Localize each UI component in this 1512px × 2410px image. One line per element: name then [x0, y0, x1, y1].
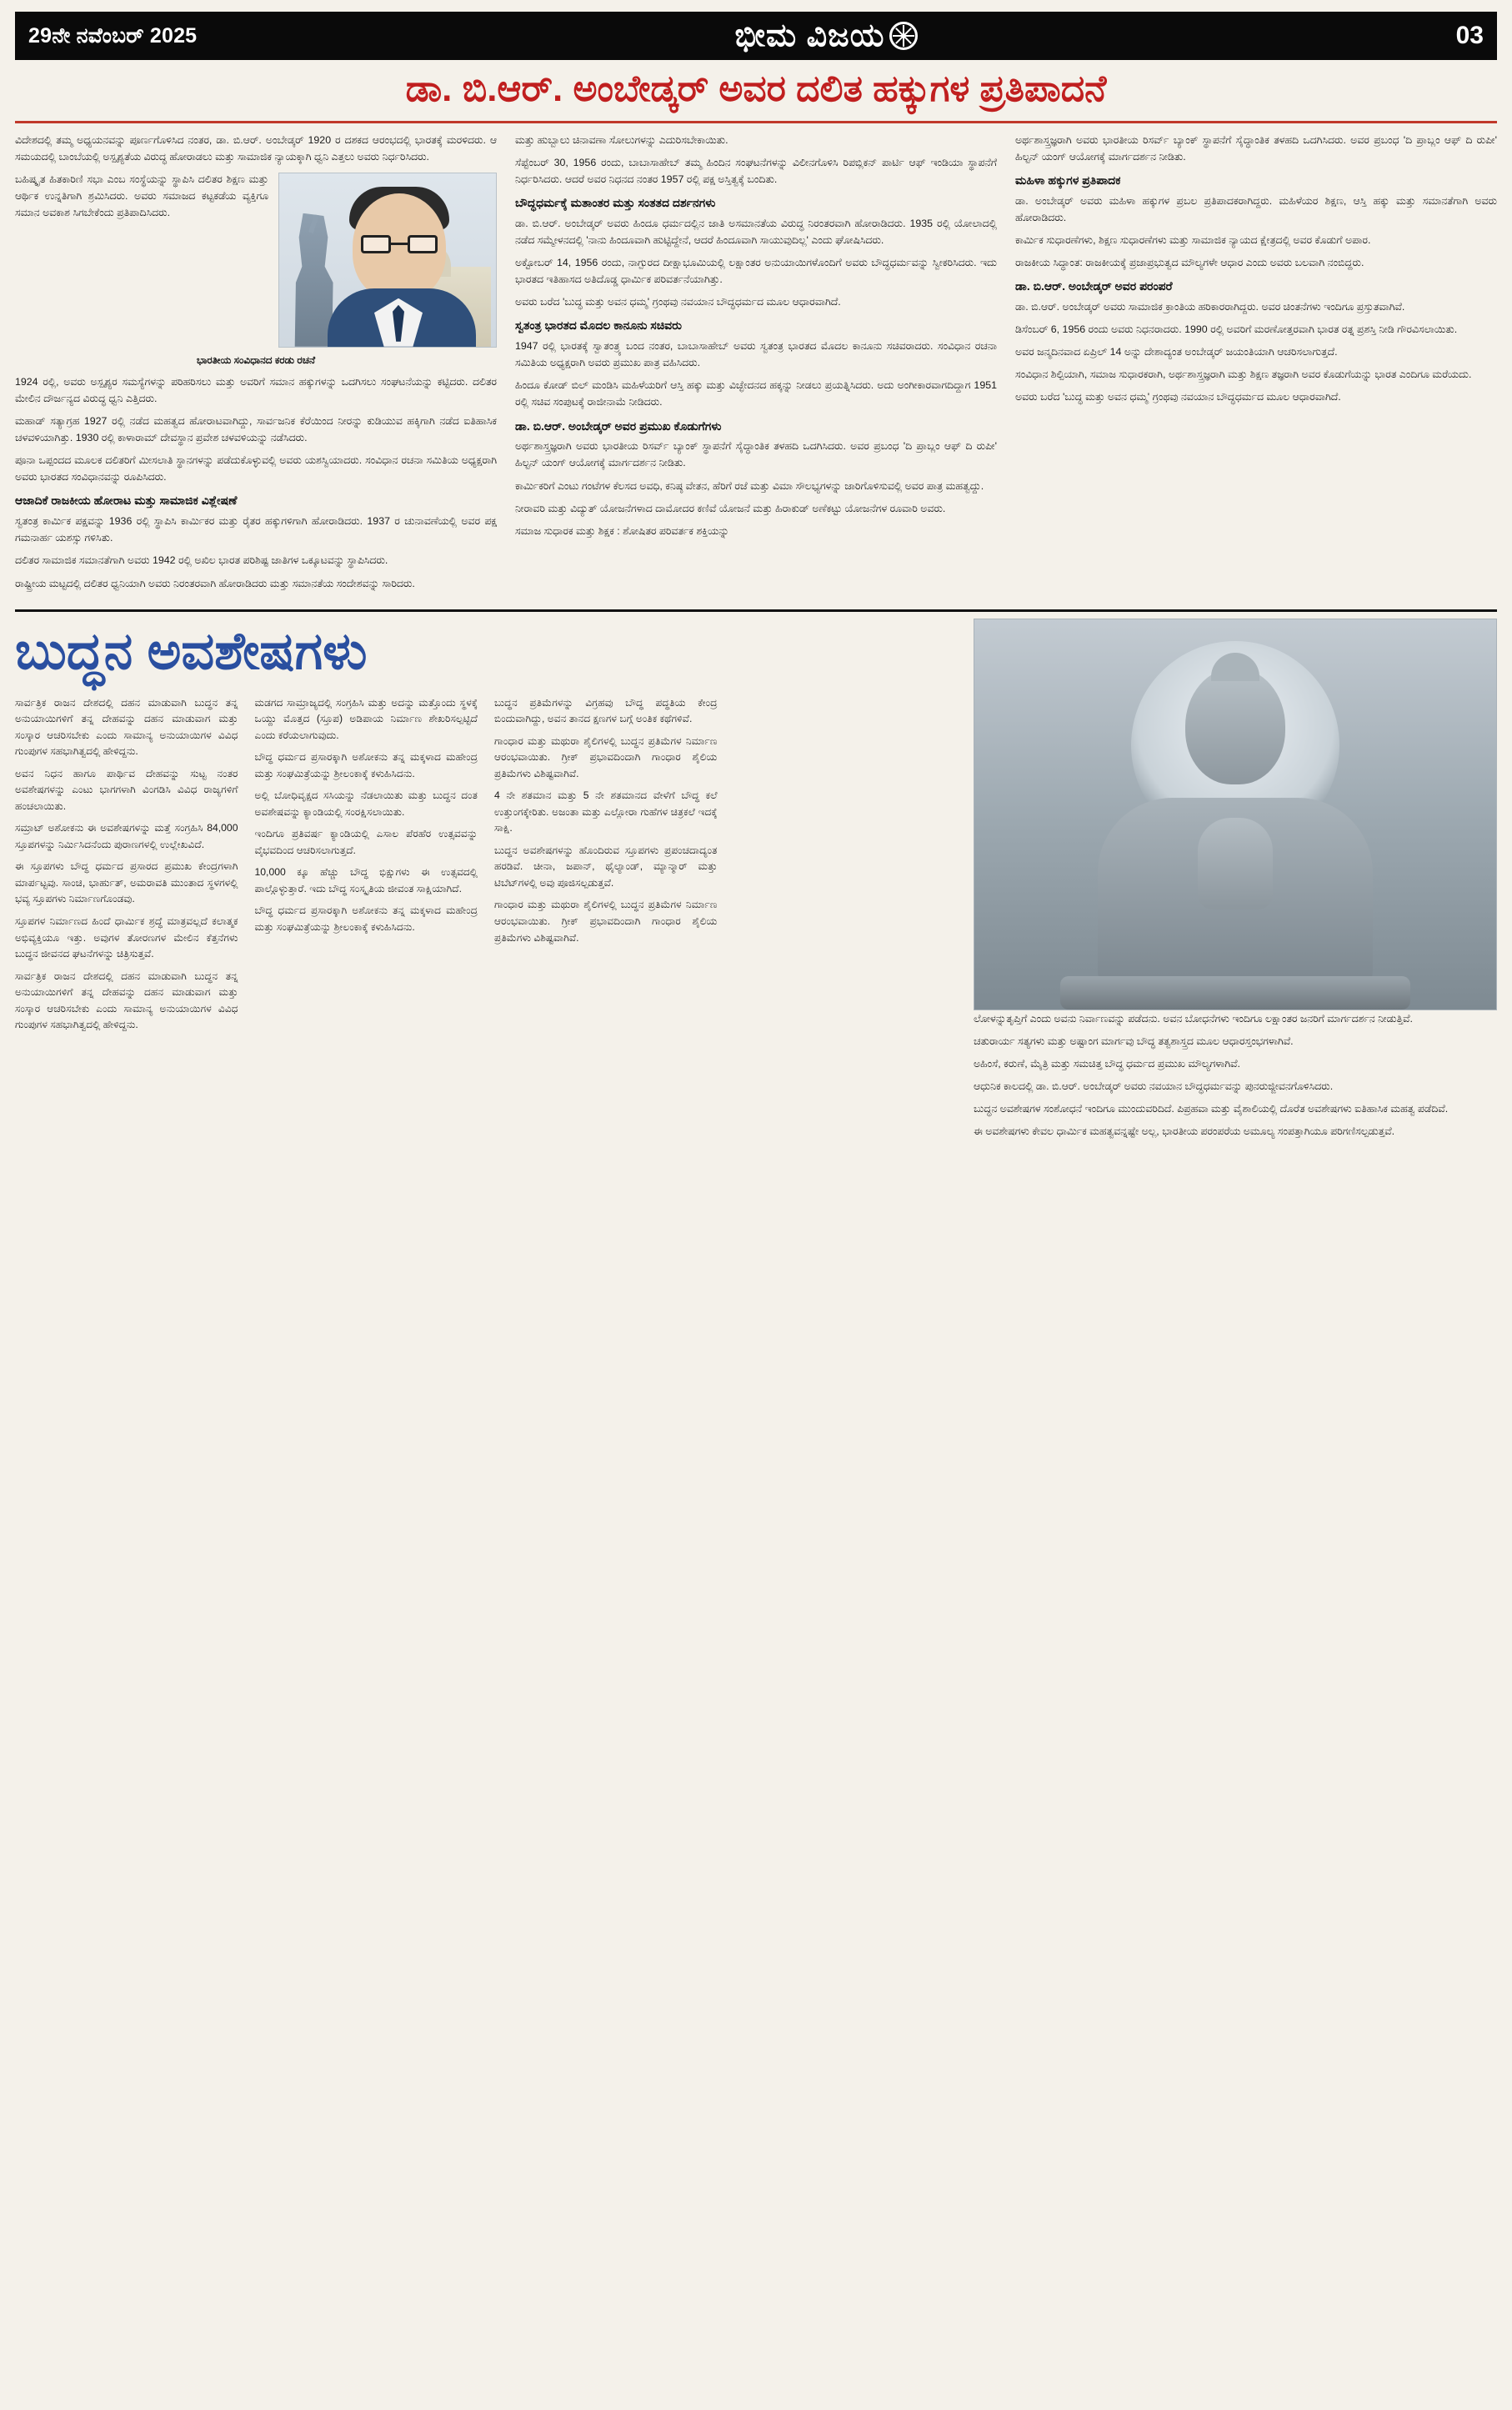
paragraph: ಸಂವಿಧಾನ ಶಿಲ್ಪಿಯಾಗಿ, ಸಮಾಜ ಸುಧಾರಕರಾಗಿ, ಅರ್ಥಶಾಸ್ತ್ರಜ್ಞರಾಗಿ ಮತ್ತು ಶಿಕ್ಷಣ ತಜ್ಞರಾಗಿ ಅವರ ಕೊಡುಗೆಯನ್ನು ಭಾರತ ಎಂದಿಗೂ ಮರೆಯದು. — [1015, 368, 1472, 381]
paragraph: ಬುದ್ಧನ ಪ್ರತಿಮೆಗಳನ್ನು ವಿಗ್ರಹವು ಬೌದ್ಧ ಪದ್ಧತಿಯ ಕೇಂದ್ರ ಬಿಂದುವಾಗಿದ್ದು, ಅವನ ತಾನದ ಕ್ಷಣಗಳ ಬಗ್ಗೆ ಅಂತಿಕ ಕಥೆಗಳಿವೆ. — [494, 696, 718, 725]
article1 — [15, 123, 1497, 598]
paragraph: ಅವನ ನಿಧನ ಹಾಗೂ ಪಾರ್ಥಿವ ದೇಹವನ್ನು ಸುಟ್ಟ ನಂತರ ಅವಶೇಷಗಳನ್ನು ಎಂಟು ಭಾಗಗಳಾಗಿ ವಿಂಗಡಿಸಿ ವಿವಿಧ ರಾಜ್ಯಗಳಿಗೆ ಹಂಚಲಾಯಿತು. — [15, 767, 238, 812]
article2-columns-top — [15, 689, 957, 1040]
article1-subhead-5: ಮಹಿಳಾ ಹಕ್ಕುಗಳ ಪ್ರತಿಪಾದಕ — [1015, 173, 1121, 187]
article2-column-3 — [494, 695, 718, 1040]
paragraph: ವಿದೇಶದಲ್ಲಿ ತಮ್ಮ ಅಧ್ಯಯನವನ್ನು ಪೂರ್ಣಗೊಳಿಸಿದ ನಂತರ, ಡಾ. ಬಿ.ಆರ್. ಅಂಬೇಡ್ಕರ್ 1920 ರ ದಶಕದ ಆರಂಭದಲ್ಲಿ ಭಾರತಕ್ಕೆ ಮರಳಿದರು. ಆ ಸಮಯದಲ್ಲಿ ಬಾಂಬೆಯಲ್ಲಿ ಅಸ್ಪೃಶ್ಯತೆಯ ವಿರುದ್ಧ ಹೋರಾಡಲು ಮತ್ತು ಸಾಮಾಜಿಕ ನ್ಯಾಯಕ್ಕಾಗಿ ಧ್ವನಿ ಎತ್ತಲು ಅವರು ನಿರ್ಧರಿಸಿದರು. — [15, 133, 497, 163]
glasses-icon — [361, 235, 438, 253]
article1-subhead-1: ಆಜಾದಿಕೆ ರಾಜಕೀಯ ಹೋರಾಟ ಮತ್ತು ಸಾಮಾಜಿಕ ವಿಶ್ಲೇಷಣೆ — [15, 494, 238, 508]
article1-subhead-2: ಬೌದ್ಧಧರ್ಮಕ್ಕೆ ಮತಾಂತರ ಮತ್ತು ಸಂತತದ ದರ್ಶನಗಳು — [515, 195, 716, 209]
article2-headline: ಬುದ್ಧನ ಅವಶೇಷಗಳು — [15, 622, 368, 680]
paragraph: ಪೂನಾ ಒಪ್ಪಂದದ ಮೂಲಕ ದಲಿತರಿಗೆ ಮೀಸಲಾತಿ ಸ್ಥಾನಗಳನ್ನು ಪಡೆದುಕೊಳ್ಳುವಲ್ಲಿ ಅವರು ಯಶಸ್ವಿಯಾದರು. ಸಂವಿಧಾನ ರಚನಾ ಸಮಿತಿಯ ಅಧ್ಯಕ್ಷರಾಗಿ ಅವರು ಭಾರತದ ಸಂವಿಧಾನವನ್ನು ರೂಪಿಸಿದರು. — [15, 454, 497, 484]
image-caption: ಭಾರತೀಯ ಸಂವಿಧಾನದ ಕರಡು ರಚನೆ — [196, 353, 316, 366]
paragraph: ಅವರು ಬರೆದ 'ಬುದ್ಧ ಮತ್ತು ಅವನ ಧಮ್ಮ' ಗ್ರಂಥವು ನವಯಾನ ಬೌದ್ಧಧರ್ಮದ ಮೂಲ ಆಧಾರವಾಗಿದೆ. — [515, 296, 841, 308]
article2 — [15, 612, 1497, 1146]
paragraph: ಆಧುನಿಕ ಕಾಲದಲ್ಲಿ ಡಾ. ಬಿ.ಆರ್. ಅಂಬೇಡ್ಕರ್ ಅವರು ನವಯಾನ ಬೌದ್ಧಧರ್ಮವನ್ನು ಪುನರುಜ್ಜೀವನಗೊಳಿಸಿದರು. — [974, 1080, 1334, 1092]
article2-column-4-top-spacer — [734, 695, 958, 1040]
paragraph: ಅರ್ಥಶಾಸ್ತ್ರಜ್ಞರಾಗಿ ಅವರು ಭಾರತೀಯ ರಿಸರ್ವ್ ಬ್ಯಾಂಕ್ ಸ್ಥಾಪನೆಗೆ ಸೈದ್ಧಾಂತಿಕ ತಳಹದಿ ಒದಗಿಸಿದರು. ಅವರ ಪ್ರಬಂಧ 'ದಿ ಪ್ರಾಬ್ಲಂ ಆಫ್ ದಿ ರುಪೀ' ಹಿಲ್ಟನ್ ಯಂಗ್ ಆಯೋಗಕ್ಕೆ ಮಾರ್ಗದರ್ಶನ ನೀಡಿತು. — [515, 440, 997, 469]
article1-column-3 — [1015, 132, 1497, 598]
paragraph: ಅಹಿಂಸೆ, ಕರುಣೆ, ಮೈತ್ರಿ ಮತ್ತು ಸಮಚಿತ್ತ ಬೌದ್ಧ ಧರ್ಮದ ಪ್ರಮುಖ ಮೌಲ್ಯಗಳಾಗಿವೆ. — [974, 1057, 1240, 1070]
paragraph: 1947 ರಲ್ಲಿ ಭಾರತಕ್ಕೆ ಸ್ವಾತಂತ್ರ್ಯ ಬಂದ ನಂತರ, ಬಾಬಾಸಾಹೇಬ್ ಅವರು ಸ್ವತಂತ್ರ ಭಾರತದ ಮೊದಲ ಕಾನೂನು ಸಚಿವರಾದರು. ಸಂವಿಧಾನ ರಚನಾ ಸಮಿತಿಯ ಅಧ್ಯಕ್ಷರಾಗಿ ಅವರು ಪ್ರಮುಖ ಪಾತ್ರ ವಹಿಸಿದರು. — [515, 340, 997, 369]
paragraph: ಅವರು ಬರೆದ 'ಬುದ್ಧ ಮತ್ತು ಅವನ ಧಮ್ಮ' ಗ್ರಂಥವು ನವಯಾನ ಬೌದ್ಧಧರ್ಮದ ಮೂಲ ಆಧಾರವಾಗಿದೆ. — [1015, 391, 1341, 403]
article2-image-column — [974, 619, 1497, 1146]
paragraph: ಹಿಂದೂ ಕೋಡ್ ಬಿಲ್ ಮಂಡಿಸಿ ಮಹಿಳೆಯರಿಗೆ ಆಸ್ತಿ ಹಕ್ಕು ಮತ್ತು ವಿಚ್ಛೇದನದ ಹಕ್ಕನ್ನು ನೀಡಲು ಪ್ರಯತ್ನಿಸಿದರು. ಅದು ಅಂಗೀಕಾರವಾಗದಿದ್ದಾಗ 1951 ರಲ್ಲಿ ಸಚಿವ ಸಂಪುಟಕ್ಕೆ ರಾಜೀನಾಮೆ ನೀಡಿದರು. — [515, 379, 997, 408]
buddha-head-shape — [1185, 668, 1285, 784]
article1-subhead-3: ಸ್ವತಂತ್ರ ಭಾರತದ ಮೊದಲ ಕಾನೂನು ಸಚಿವರು — [515, 318, 682, 333]
article2-top — [15, 619, 1497, 1146]
article2-headline-block — [15, 619, 957, 1040]
paragraph: ಅರ್ಥಶಾಸ್ತ್ರಜ್ಞರಾಗಿ ಅವರು ಭಾರತೀಯ ರಿಸರ್ವ್ ಬ್ಯಾಂಕ್ ಸ್ಥಾಪನೆಗೆ ಸೈದ್ಧಾಂತಿಕ ತಳಹದಿ ಒದಗಿಸಿದರು. ಅವರ ಪ್ರಬಂಧ 'ದಿ ಪ್ರಾಬ್ಲಂ ಆಫ್ ದಿ ರುಪೀ' ಹಿಲ್ಟನ್ ಯಂಗ್ ಆಯೋಗಕ್ಕೆ ಮಾರ್ಗದರ್ಶನ ನೀಡಿತು. — [1015, 133, 1497, 163]
paragraph: ಮತ್ತು ಹುಬ್ಬಾಲು ಚಿನಾವಣಾ ಸೋಲುಗಳನ್ನು ಎದುರಿಸಬೇಕಾಯಿತು. — [515, 133, 728, 146]
paragraph: ಮಡಗದ ಸಾಮ್ರಾಜ್ಯದಲ್ಲಿ ಸಂಗ್ರಹಿಸಿ ಮತ್ತು ಅದನ್ನು ಮತ್ತೊಂದು ಸ್ಥಳಕ್ಕೆ ಒಯ್ದು ಮೊತ್ತದ (ಸ್ತೂಪ) ಅಡಿಪಾಯ ನಿರ್ಮಾಣ ಶೇಖರಿಸಲ್ಪಟ್ಟಿದೆ ಎಂದು ಕರೆಯಲಾಗುವುದು. — [254, 696, 478, 741]
paragraph: ಸ್ವತಂತ್ರ ಕಾರ್ಮಿಕ ಪಕ್ಷವನ್ನು 1936 ರಲ್ಲಿ ಸ್ಥಾಪಿಸಿ ಕಾರ್ಮಿಕರ ಮತ್ತು ರೈತರ ಹಕ್ಕುಗಳಿಗಾಗಿ ಹೋರಾಡಿದರು. 1937 ರ ಚುನಾವಣೆಯಲ್ಲಿ ಅವರ ಪಕ್ಷ ಗಮನಾರ್ಹ ಯಶಸ್ಸು ಗಳಿಸಿತು. — [15, 515, 497, 544]
paragraph: ಸ್ತೂಪಗಳ ನಿರ್ಮಾಣದ ಹಿಂದೆ ಧಾರ್ಮಿಕ ಶ್ರದ್ಧೆ ಮಾತ್ರವಲ್ಲದೆ ಕಲಾತ್ಮಕ ಅಭಿವ್ಯಕ್ತಿಯೂ ಇತ್ತು. ಅವುಗಳ ತೋರಣಗಳ ಮೇಲಿನ ಕೆತ್ತನೆಗಳು ಬುದ್ಧನ ಜೀವನದ ಘಟನೆಗಳನ್ನು ಚಿತ್ರಿಸುತ್ತವೆ. — [15, 914, 238, 960]
page-number: 03 — [1455, 22, 1484, 49]
paragraph: ಗಾಂಧಾರ ಮತ್ತು ಮಥುರಾ ಶೈಲಿಗಳಲ್ಲಿ ಬುದ್ಧನ ಪ್ರತಿಮೆಗಳ ನಿರ್ಮಾಣ ಆರಂಭವಾಯಿತು. ಗ್ರೀಕ್ ಪ್ರಭಾವದಿಂದಾಗಿ ಗಾಂಧಾರ ಶೈಲಿಯ ಪ್ರತಿಮೆಗಳು ವಿಶಿಷ್ಟವಾಗಿವೆ. — [494, 734, 718, 779]
article1-headline-wrap — [15, 60, 1497, 123]
paragraph: ಈ ಅವಶೇಷಗಳು ಕೇವಲ ಧಾರ್ಮಿಕ ಮಹತ್ವವನ್ನಷ್ಟೇ ಅಲ್ಲ, ಭಾರತೀಯ ಪರಂಪರೆಯ ಅಮೂಲ್ಯ ಸಂಪತ್ತಾಗಿಯೂ ಪರಿಗಣಿಸಲ್ಪಡುತ್ತವೆ. — [974, 1125, 1395, 1138]
paragraph: ಅಲ್ಲಿ ಬೋಧಿವೃಕ್ಷದ ಸಸಿಯನ್ನು ನೆಡಲಾಯಿತು ಮತ್ತು ಬುದ್ಧನ ದಂತ ಅವಶೇಷವನ್ನು ಕ್ಯಾಂಡಿಯಲ್ಲಿ ಸಂರಕ್ಷಿಸಲಾಯಿತು. — [254, 789, 478, 818]
paragraph: ಇಂದಿಗೂ ಪ್ರತಿವರ್ಷ ಕ್ಯಾಂಡಿಯಲ್ಲಿ ಎಸಾಲ ಪೆರಹೆರ ಉತ್ಸವವನ್ನು ವೈಭವದಿಂದ ಆಚರಿಸಲಾಗುತ್ತದೆ. — [254, 828, 478, 856]
paragraph: ಚತುರಾರ್ಯ ಸತ್ಯಗಳು ಮತ್ತು ಅಷ್ಟಾಂಗ ಮಾರ್ಗವು ಬೌದ್ಧ ತತ್ವಶಾಸ್ತ್ರದ ಮೂಲ ಆಧಾರಸ್ತಂಭಗಳಾಗಿವೆ. — [974, 1035, 1294, 1047]
paragraph: ಬುದ್ಧನ ಅವಶೇಷಗಳ ಸಂಶೋಧನೆ ಇಂದಿಗೂ ಮುಂದುವರಿದಿದೆ. ಪಿಪ್ರಹವಾ ಮತ್ತು ವೈಶಾಲಿಯಲ್ಲಿ ದೊರೆತ ಅವಶೇಷಗಳು ಐತಿಹಾಸಿಕ ಮಹತ್ವ ಪಡೆದಿವೆ. — [974, 1102, 1449, 1115]
article1-subhead-4: ಡಾ. ಬಿ.ಆರ್. ಅಂಬೇಡ್ಕರ್ ಅವರ ಪ್ರಮುಖ ಕೊಡುಗೆಗಳು — [515, 418, 722, 433]
paragraph: ಕಾರ್ಮಿಕ ಸುಧಾರಣೆಗಳು, ಶಿಕ್ಷಣ ಸುಧಾರಣೆಗಳು ಮತ್ತು ಸಾಮಾಜಿಕ ನ್ಯಾಯದ ಕ್ಷೇತ್ರದಲ್ಲಿ ಅವರ ಕೊಡುಗೆ ಅಪಾರ. — [1015, 233, 1371, 246]
ashoka-chakra-icon — [889, 22, 918, 50]
ambedkar-figure — [323, 183, 481, 347]
paragraph: 10,000 ಕ್ಕೂ ಹೆಚ್ಚು ಬೌದ್ಧ ಭಿಕ್ಷುಗಳು ಈ ಉತ್ಸವದಲ್ಲಿ ಪಾಲ್ಗೊಳ್ಳುತ್ತಾರೆ. ಇದು ಬೌದ್ಧ ಸಂಸ್ಕೃತಿಯ ಜೀವಂತ ಸಾಕ್ಷಿಯಾಗಿದೆ. — [254, 866, 478, 894]
paragraph: ಡಾ. ಅಂಬೇಡ್ಕರ್ ಅವರು ಮಹಿಳಾ ಹಕ್ಕುಗಳ ಪ್ರಬಲ ಪ್ರತಿಪಾದಕರಾಗಿದ್ದರು. ಮಹಿಳೆಯರ ಶಿಕ್ಷಣ, ಆಸ್ತಿ ಹಕ್ಕು ಮತ್ತು ಸಮಾನತೆಗಾಗಿ ಅವರು ಹೋರಾಡಿದರು. — [1015, 194, 1497, 223]
buddha-statue-photo — [974, 619, 1497, 1010]
article1-column-2 — [515, 132, 997, 598]
article2-column-1 — [15, 695, 238, 1040]
paragraph: ಬೌದ್ಧ ಧರ್ಮದ ಪ್ರಸಾರಕ್ಕಾಗಿ ಅಶೋಕನು ತನ್ನ ಮಕ್ಕಳಾದ ಮಹೇಂದ್ರ ಮತ್ತು ಸಂಘಮಿತ್ರೆಯನ್ನು ಶ್ರೀಲಂಕಾಕ್ಕೆ ಕಳುಹಿಸಿದನು. — [254, 751, 478, 779]
paragraph: ಅವರ ಜನ್ಮದಿನವಾದ ಏಪ್ರಿಲ್ 14 ಅನ್ನು ದೇಶಾದ್ಯಂತ ಅಂಬೇಡ್ಕರ್ ಜಯಂತಿಯಾಗಿ ಆಚರಿಸಲಾಗುತ್ತದೆ. — [1015, 346, 1338, 358]
paragraph: ಸಮ್ರಾಟ್ ಅಶೋಕನು ಈ ಅವಶೇಷಗಳನ್ನು ಮತ್ತೆ ಸಂಗ್ರಹಿಸಿ 84,000 ಸ್ತೂಪಗಳನ್ನು ನಿರ್ಮಿಸಿದನೆಂದು ಪುರಾಣಗಳಲ್ಲಿ ಉಲ್ಲೇಖವಿದೆ. — [15, 822, 238, 850]
paragraph: 4 ನೇ ಶತಮಾನ ಮತ್ತು 5 ನೇ ಶತಮಾನದ ವೇಳೆಗೆ ಬೌದ್ಧ ಕಲೆ ಉತ್ತುಂಗಕ್ಕೇರಿತು. ಅಜಂತಾ ಮತ್ತು ಎಲ್ಲೋರಾ ಗುಹೆಗಳ ಚಿತ್ರಕಲೆ ಇದಕ್ಕೆ ಸಾಕ್ಷಿ. — [494, 789, 718, 834]
article1-headline: ಡಾ. ಬಿ.ಆರ್. ಅಂಬೇಡ್ಕರ್ ಅವರ ದಲಿತ ಹಕ್ಕುಗಳ ಪ್ರತಿಪಾದನೆ — [405, 68, 1107, 109]
masthead — [15, 12, 1497, 60]
buddha-base-shape — [1060, 976, 1410, 1010]
paragraph: ಬಹಿಷ್ಕೃತ ಹಿತಕಾರಿಣಿ ಸಭಾ ಎಂಬ ಸಂಸ್ಥೆಯನ್ನು ಸ್ಥಾಪಿಸಿ ದಲಿತರ ಶಿಕ್ಷಣ ಮತ್ತು ಆರ್ಥಿಕ ಉನ್ನತಿಗಾಗಿ ಶ್ರಮಿಸಿದರು. ಅವರು ಸಮಾಜದ ಕಟ್ಟಕಡೆಯ ವ್ಯಕ್ತಿಗೂ ಸಮಾನ ಅವಕಾಶ ಸಿಗಬೇಕೆಂದು ಪ್ರತಿಪಾದಿಸಿದರು. — [15, 173, 268, 218]
article1-subhead-6: ಡಾ. ಬಿ.ಆರ್. ಅಂಬೇಡ್ಕರ್ ಅವರ ಪರಂಪರೆ — [1015, 279, 1173, 293]
paragraph: ಮಹಾಡ್ ಸತ್ಯಾಗ್ರಹ 1927 ರಲ್ಲಿ ನಡೆದ ಮಹತ್ವದ ಹೋರಾಟವಾಗಿದ್ದು, ಸಾರ್ವಜನಿಕ ಕೆರೆಯಿಂದ ನೀರನ್ನು ಕುಡಿಯುವ ಹಕ್ಕಿಗಾಗಿ ನಡೆದ ಐತಿಹಾಸಿಕ ಚಳವಳಿಯಾಗಿತ್ತು. 1930 ರಲ್ಲಿ ಕಾಳಾರಾಮ್ ದೇವಸ್ಥಾನ ಪ್ರವೇಶ ಚಳವಳಿಯನ್ನು ನಡೆಸಿದರು. — [15, 414, 497, 444]
paragraph: 1924 ರಲ್ಲಿ, ಅವರು ಅಸ್ಪೃಶ್ಯರ ಸಮಸ್ಯೆಗಳನ್ನು ಪರಿಹರಿಸಲು ಮತ್ತು ಅವರಿಗೆ ಸಮಾನ ಹಕ್ಕುಗಳನ್ನು ಒದಗಿಸಲು ಸಂಘಟನೆಯನ್ನು ಕಟ್ಟಿದರು. ದಲಿತರ ಮೇಲಿನ ದೌರ್ಜನ್ಯದ ವಿರುದ್ಧ ಧ್ವನಿ ಎತ್ತಿದರು. — [15, 375, 497, 404]
paragraph: ಕಾರ್ಮಿಕರಿಗೆ ಎಂಟು ಗಂಟೆಗಳ ಕೆಲಸದ ಅವಧಿ, ಕನಿಷ್ಠ ವೇತನ, ಹೆರಿಗೆ ರಜೆ ಮತ್ತು ವಿಮಾ ಸೌಲಭ್ಯಗಳನ್ನು ಜಾರಿಗೊಳಿಸುವಲ್ಲಿ ಅವರ ಪಾತ್ರ ಮಹತ್ವದ್ದು. — [515, 479, 984, 492]
paragraph: ಡಿಸೆಂಬರ್ 6, 1956 ರಂದು ಅವರು ನಿಧನರಾದರು. 1990 ರಲ್ಲಿ ಅವರಿಗೆ ಮರಣೋತ್ತರವಾಗಿ ಭಾರತ ರತ್ನ ಪ್ರಶಸ್ತಿ ನೀಡಿ ಗೌರವಿಸಲಾಯಿತು. — [1015, 323, 1458, 336]
article2-column-2 — [255, 695, 478, 1040]
paragraph: ಸಾರ್ವತ್ರಿಕ ರಾಜನ ದೇಶದಲ್ಲಿ ದಹನ ಮಾಡುವಾಗಿ ಬುದ್ಧನ ತನ್ನ ಅನುಯಾಯಿಗಳಿಗೆ ತನ್ನ ದೇಹವನ್ನು ದಹನ ಮಾಡುವಾಗ ಮತ್ತು ಸಂಸ್ಕಾರ ಆಚರಿಸಬೇಕು ಎಂದು ಸಾಮಾನ್ಯ ಅನುಯಾಯಿಗಳ ವಿವಿಧ ಗುಂಪುಗಳ ಸಹಭಾಗಿತ್ವದಲ್ಲಿ ಹೇಳಿದ್ದನು. — [15, 970, 238, 1031]
paragraph: ದಲಿತರ ಸಾಮಾಜಿಕ ಸಮಾನತೆಗಾಗಿ ಅವರು 1942 ರಲ್ಲಿ ಅಖಿಲ ಭಾರತ ಪರಿಶಿಷ್ಟ ಜಾತಿಗಳ ಒಕ್ಕೂಟವನ್ನು ಸ್ಥಾಪಿಸಿದರು. — [15, 554, 388, 567]
article1-column-1 — [15, 132, 497, 598]
paragraph: ಡಾ. ಬಿ.ಆರ್. ಅಂಬೇಡ್ಕರ್ ಅವರು ಹಿಂದೂ ಧರ್ಮದಲ್ಲಿನ ಜಾತಿ ಅಸಮಾನತೆಯ ವಿರುದ್ಧ ನಿರಂತರವಾಗಿ ಹೋರಾಡಿದರು. 1935 ರಲ್ಲಿ ಯೋಲಾದಲ್ಲಿ ನಡೆದ ಸಮ್ಮೇಳನದಲ್ಲಿ 'ನಾನು ಹಿಂದೂವಾಗಿ ಹುಟ್ಟಿದ್ದೇನೆ, ಆದರೆ ಹಿಂದೂವಾಗಿ ಸಾಯುವುದಿಲ್ಲ' ಎಂದು ಘೋಷಿಸಿದರು. — [515, 217, 997, 246]
paragraph: ಬೌದ್ಧ ಧರ್ಮದ ಪ್ರಸಾರಕ್ಕಾಗಿ ಅಶೋಕನು ತನ್ನ ಮಕ್ಕಳಾದ ಮಹೇಂದ್ರ ಮತ್ತು ಸಂಘಮಿತ್ರೆಯನ್ನು ಶ್ರೀಲಂಕಾಕ್ಕೆ ಕಳುಹಿಸಿದನು. — [254, 904, 478, 933]
paragraph: ಬುದ್ಧನ ಅವಶೇಷಗಳನ್ನು ಹೊಂದಿರುವ ಸ್ತೂಪಗಳು ಪ್ರಪಂಚದಾದ್ಯಂತ ಹರಡಿವೆ. ಚೀನಾ, ಜಪಾನ್, ಥೈಲ್ಯಾಂಡ್, ಮ್ಯಾನ್ಮಾರ್ ಮತ್ತು ಟಿಬೆಟ್‌ಗಳಲ್ಲಿ ಅವು ಪೂಜಿಸಲ್ಪಡುತ್ತವೆ. — [494, 844, 718, 889]
paragraph: ಲೋಳನ್ನುತೃಪ್ತಿಗೆ ಎಂದು ಅವನು ನಿರ್ವಾಣವನ್ನು ಪಡೆದನು. ಅವನ ಬೋಧನೆಗಳು ಇಂದಿಗೂ ಲಕ್ಷಾಂತರ ಜನರಿಗೆ ಮಾರ್ಗದರ್ಶನ ನೀಡುತ್ತಿವೆ. — [974, 1012, 1413, 1025]
paragraph: ಡಾ. ಬಿ.ಆರ್. ಅಂಬೇಡ್ಕರ್ ಅವರು ಸಾಮಾಜಿಕ ಕ್ರಾಂತಿಯ ಹರಿಕಾರರಾಗಿದ್ದರು. ಅವರ ಚಿಂತನೆಗಳು ಇಂದಿಗೂ ಪ್ರಸ್ತುತವಾಗಿವೆ. — [1015, 300, 1405, 313]
brand-text-left: ಭೀಮ ವಿಜಯ — [734, 18, 885, 53]
masthead-brand — [735, 18, 919, 54]
paragraph: ರಾಜಕೀಯ ಸಿದ್ಧಾಂತ: ರಾಜಕೀಯಕ್ಕೆ ಪ್ರಜಾಪ್ರಭುತ್ವದ ಮೌಲ್ಯಗಳೇ ಆಧಾರ ಎಂದು ಅವರು ಬಲವಾಗಿ ನಂಬಿದ್ದರು. — [1015, 256, 1364, 268]
paragraph: ಈ ಸ್ತೂಪಗಳು ಬೌದ್ಧ ಧರ್ಮದ ಪ್ರಸಾರದ ಪ್ರಮುಖ ಕೇಂದ್ರಗಳಾಗಿ ಮಾರ್ಪಟ್ಟವು. ಸಾಂಚಿ, ಭಾರ್ಹುತ್, ಅಮರಾವತಿ ಮುಂತಾದ ಸ್ಥಳಗಳಲ್ಲಿ ಭವ್ಯ ಸ್ತೂಪಗಳು ನಿರ್ಮಾಣಗೊಂಡವು. — [15, 860, 238, 905]
article1-footer-note: ಸಮಾಜ ಸುಧಾರಕ ಮತ್ತು ಶಿಕ್ಷಕ : ಶೋಷಿತರ ಪರಿವರ್ತಕ ಶಕ್ತಿಯನ್ನು — [515, 524, 729, 537]
paragraph: ರಾಷ್ಟ್ರೀಯ ಮಟ್ಟದಲ್ಲಿ ದಲಿತರ ಧ್ವನಿಯಾಗಿ ಅವರು ನಿರಂತರವಾಗಿ ಹೋರಾಡಿದರು ಮತ್ತು ಸಮಾನತೆಯ ಸಂದೇಶವನ್ನು ಸಾರಿದರು. — [15, 577, 415, 589]
paragraph: ಗಾಂಧಾರ ಮತ್ತು ಮಥುರಾ ಶೈಲಿಗಳಲ್ಲಿ ಬುದ್ಧನ ಪ್ರತಿಮೆಗಳ ನಿರ್ಮಾಣ ಆರಂಭವಾಯಿತು. ಗ್ರೀಕ್ ಪ್ರಭಾವದಿಂದಾಗಿ ಗಾಂಧಾರ ಶೈಲಿಯ ಪ್ರತಿಮೆಗಳು ವಿಶಿಷ್ಟವಾಗಿವೆ. — [494, 899, 718, 944]
paragraph: ಸೆಪ್ಟೆಂಬರ್ 30, 1956 ರಂದು, ಬಾಬಾಸಾಹೇಬ್ ತಮ್ಮ ಹಿಂದಿನ ಸಂಘಟನೆಗಳನ್ನು ವಿಲೀನಗೊಳಿಸಿ ರಿಪಬ್ಲಿಕನ್ ಪಾರ್ಟಿ ಆಫ್ ಇಂಡಿಯಾ ಸ್ಥಾಪನೆಗೆ ನಿರ್ಧರಿಸಿದರು. ಆದರೆ ಅವರ ನಿಧನದ ನಂತರ 1957 ರಲ್ಲಿ ಪಕ್ಷ ಅಸ್ತಿತ್ವಕ್ಕೆ ಬಂದಿತು. — [515, 156, 997, 185]
paragraph: ಅಕ್ಟೋಬರ್ 14, 1956 ರಂದು, ನಾಗ್ಪುರದ ದೀಕ್ಷಾಭೂಮಿಯಲ್ಲಿ ಲಕ್ಷಾಂತರ ಅನುಯಾಯಿಗಳೊಂದಿಗೆ ಅವರು ಬೌದ್ಧಧರ್ಮವನ್ನು ಸ್ವೀಕರಿಸಿದರು. ಇದು ಭಾರತದ ಇತಿಹಾಸದ ಅತಿದೊಡ್ಡ ಧಾರ್ಮಿಕ ಪರಿವರ್ತನೆಯಾಗಿತ್ತು. — [515, 256, 997, 286]
ambedkar-portrait-illustration — [278, 173, 497, 348]
paragraph: ಸಾರ್ವತ್ರಿಕ ರಾಜನ ದೇಶದಲ್ಲಿ ದಹನ ಮಾಡುವಾಗಿ ಬುದ್ಧನ ತನ್ನ ಅನುಯಾಯಿಗಳಿಗೆ ತನ್ನ ದೇಹವನ್ನು ದಹನ ಮಾಡುವಾಗ ಮತ್ತು ಸಂಸ್ಕಾರ ಆಚರಿಸಬೇಕು ಎಂದು ಸಾಮಾನ್ಯ ಅನುಯಾಯಿಗಳ ವಿವಿಧ ಗುಂಪುಗಳ ಸಹಭಾಗಿತ್ವದಲ್ಲಿ ಹೇಳಿದ್ದನು. — [15, 696, 238, 758]
masthead-date: 29ನೇ ನವೆಂಬರ್ 2025 — [28, 23, 198, 48]
paragraph: ನೀರಾವರಿ ಮತ್ತು ವಿದ್ಯುತ್ ಯೋಜನೆಗಳಾದ ದಾಮೋದರ ಕಣಿವೆ ಯೋಜನೆ ಮತ್ತು ಹಿರಾಕುಡ್ ಅಣೆಕಟ್ಟು ಯೋಜನೆಗಳ ರೂವಾರಿ ಅವರು. — [515, 502, 946, 514]
buddha-hand-shape — [1198, 818, 1273, 909]
